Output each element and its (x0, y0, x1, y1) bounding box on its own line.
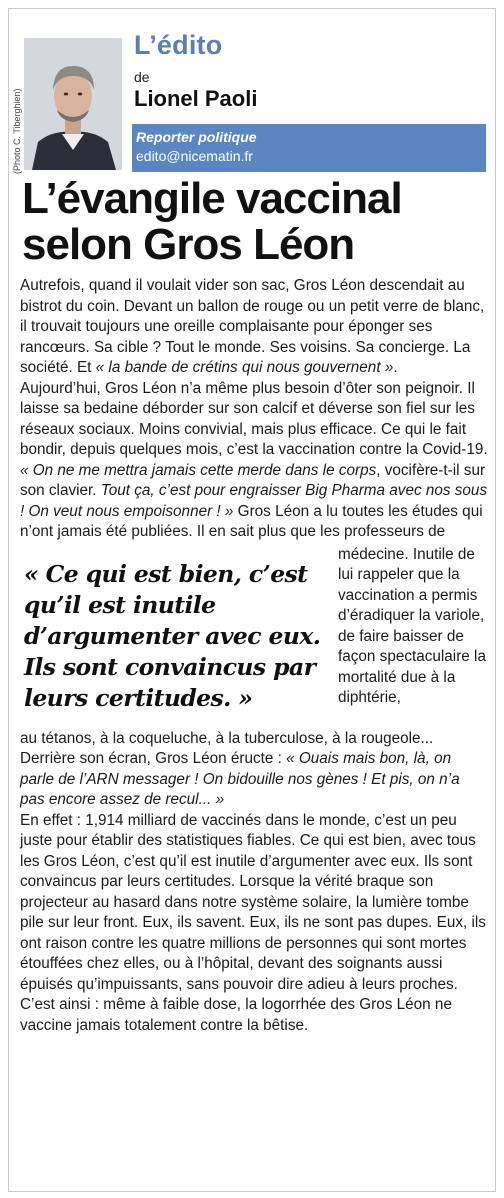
side-column-text: médecine. Inutile de lui rappeler que la vaccination a permis d’éradiquer la variole, de faire baisser de façon spectaculaire la mortalité due à la diphtérie, (338, 545, 486, 706)
paragraph-2-text-c: Gros Léon a lu toutes les études qui n’ont jamais été publiées. Il en sait plus que les professeurs de (20, 502, 483, 540)
pull-quote: « Ce qui est bien, c’est qu’il est inutile d’argumenter avec eux. Ils sont convaincus par leurs certitudes. » (24, 559, 321, 712)
paragraph-1-quote: « la bande de crétins qui nous gouvernent » (95, 359, 394, 376)
paragraph-3: En effet : 1,914 milliard de vaccinés dans le monde, c’est un peu juste pour établir des statistiques fiables. Ce qui est bien, avec tous les Gros Léon, c’est qu’il est inutile d’argumenter avec eux. Ils sont convaincus par leurs certitudes. Lorsque la vérité braque son projecteur au hasard dans notre système solaire, la lumière tombe pile sur leur front. Eux, ils savent. Eux, ils ne sont pas dupes. Eux, ils ont raison contre les quatre millions de personnes qui sont mortes étouffées chez elles, ou à l’hôpital, devant des soignants aussi épuisés qu’impuissants, sans pouvoir dire adieu à leurs proches. (20, 811, 486, 993)
paragraph-2-quote-1: « On ne me mettra jamais cette merde dans le corps (20, 461, 377, 479)
paragraph-1-end: . (393, 359, 398, 376)
paragraph-2-continued (20, 729, 488, 811)
photo-credit: (Photo C. Tiberghien) (12, 88, 22, 174)
author-email: edito@nicematin.fr (136, 148, 253, 164)
pull-quote-section (20, 545, 488, 729)
editorial-kicker: L’édito (134, 30, 223, 60)
paragraph-4: C’est ainsi : même à faible dose, la logorrhée des Gros Léon ne vaccine jamais totalement contre la bêtise. (20, 996, 452, 1034)
author-info-box (132, 124, 486, 172)
byline-de: de (134, 69, 150, 85)
paragraph-2-text-b: , vocifère-t-il sur son clavier. (20, 461, 486, 499)
paragraph-2-quote-2: Tout ça, c’est pour engraisser Big Pharma avec nos sous ! On veut nous empoisonner ! » (20, 482, 488, 520)
article-body (20, 276, 488, 1036)
author-role: Reporter politique (136, 129, 257, 145)
paragraph-1 (20, 276, 488, 379)
portrait-icon (24, 38, 122, 170)
paragraph-2-quote-3: « Ouais mais bon, là, on parle de l’ARN messager ! On bidouille nos gènes ! Et pis, on n’a pas encore assez de recul... » (20, 750, 460, 808)
paragraph-2-text-d: au tétanos, à la coqueluche, à la tuberculose, à la rougeole... Derrière son écran, Gros Léon éructe : (20, 729, 434, 767)
paragraph-1-text: Autrefois, quand il voulait vider son sac, Gros Léon descendait au bistrot du coin. Devant un ballon de rouge ou un petit verre de blanc, il trouvait toujours une oreille complaisante pour éponger ses rancœurs. Sa cible ? Tout le monde. Ses voisins. Sa concierge. La société. Et (20, 277, 485, 376)
article-headline: L’évangile vaccinal selon Gros Léon (22, 174, 402, 269)
paragraph-2 (20, 379, 488, 543)
author-name: Lionel Paoli (134, 86, 258, 111)
author-portrait (24, 38, 122, 170)
paragraph-2-text: Aujourd’hui, Gros Léon n’a même plus besoin d’ôter son peignoir. Il laisse sa bedaine déborder sur son calcif et déverse son fiel sur les réseaux sociaux. Moins convivial, mais plus efficace. Ce qui le fait bondir, depuis quelques mois, c’est la vaccination contre la Covid-19. (20, 379, 488, 458)
